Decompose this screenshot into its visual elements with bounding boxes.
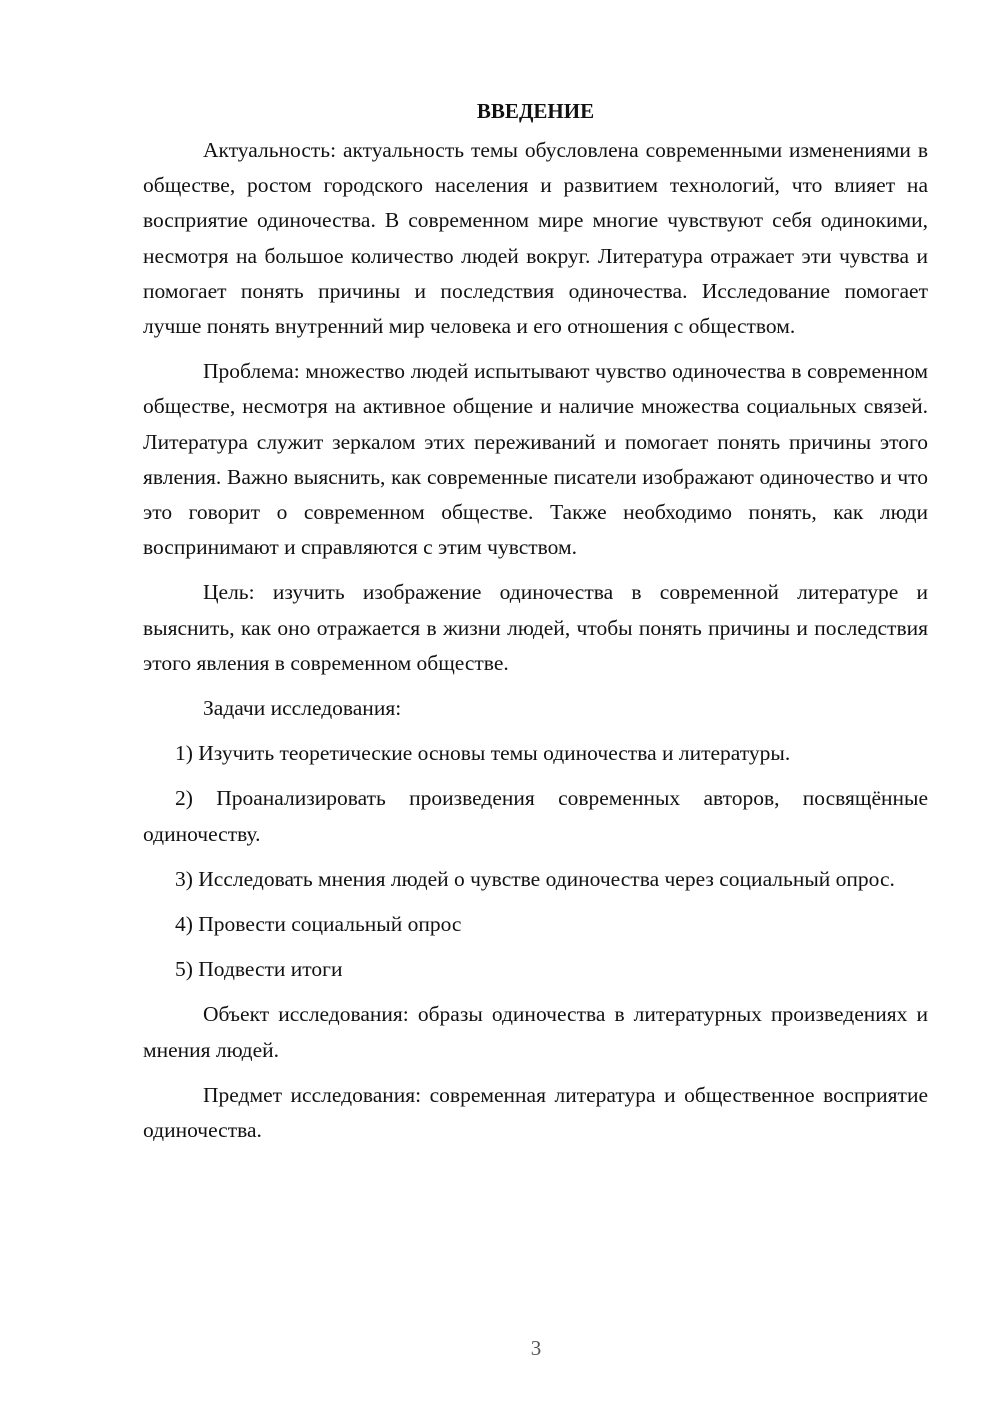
relevance-paragraph: Актуальность: актуальность темы обусловлена современными изменениями в обществе, ростом городского населения и развитием технологий, что влияет на восприятие одиночества. В современном мире многие чувствуют себя одинокими, несмотря на большое количество людей вокруг. Литература отражает эти чувства и помогает понять причины и последствия одиночества. Исследование помогает лучше понять внутренний мир человека и его отношения с обществом.: [143, 138, 928, 339]
section-title: ВВЕДЕНИЕ: [476, 99, 595, 123]
page-number: 3: [530, 1336, 542, 1360]
task-item-3: 3) Исследовать мнения людей о чувстве одиночества через социальный опрос.: [175, 866, 895, 891]
tasks-heading: Задачи исследования:: [203, 696, 402, 721]
goal-paragraph: Цель: изучить изображение одиночества в современной литературе и выяснить, как оно отражается в жизни людей, чтобы понять причины и последствия этого явления в современном обществе.: [143, 580, 928, 675]
task-item-2: 2) Проанализировать произведения современных авторов, посвящённые одиночеству.: [143, 786, 928, 846]
object-paragraph: Объект исследования: образы одиночества в литературных произведениях и мнения людей.: [143, 1002, 928, 1062]
problem-paragraph: Проблема: множество людей испытывают чувство одиночества в современном обществе, несмотря на активное общение и наличие множества социальных связей. Литература служит зеркалом этих переживаний и помогает понять причины этого явления. Важно выяснить, как современные писатели изображают одиночество и что это говорит о современном обществе. Также необходимо понять, как люди воспринимают и справляются с этим чувством.: [143, 359, 928, 560]
page-content: [143, 93, 928, 1158]
subject-paragraph: Предмет исследования: современная литература и общественное восприятие одиночества.: [143, 1082, 928, 1143]
task-item-4: 4) Провести социальный опрос: [175, 912, 462, 937]
task-item-1: 1) Изучить теоретические основы темы одиночества и литературы.: [175, 741, 791, 766]
task-item-5: 5) Подвести итоги: [175, 957, 343, 982]
